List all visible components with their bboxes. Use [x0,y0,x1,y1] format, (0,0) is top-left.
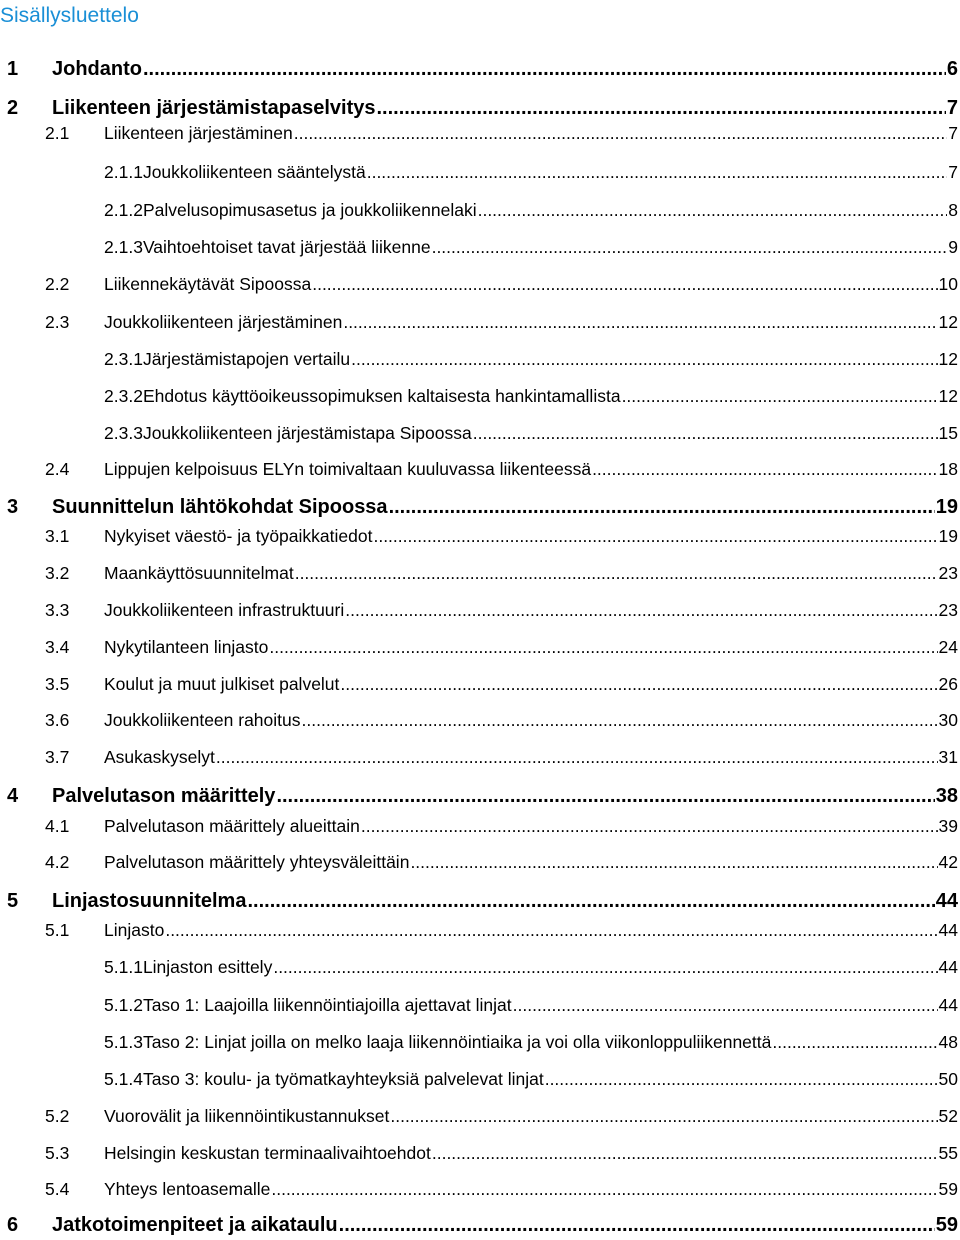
toc-entry[interactable] [45,1140,958,1166]
section-title: Jatkotoimenpiteet ja aikataulu [52,1214,338,1236]
page-number: 44 [938,920,958,940]
dot-leader [389,492,935,522]
section-title: Yhteys lentoasemalle [104,1179,271,1199]
section-number: 3.1 [45,526,70,546]
section-title: Vuorovälit ja liikennöintikustannukset [104,1106,390,1126]
toc-entry[interactable] [45,560,958,586]
dot-leader [340,671,937,697]
page-number: 55 [938,1143,958,1163]
dot-leader [432,1140,938,1166]
section-number: 5.3 [45,1143,70,1163]
section-number: 2.3.3 [104,423,143,443]
toc-entry[interactable] [45,309,958,335]
dot-leader [276,781,934,811]
dot-leader [377,93,946,123]
section-title: Lippujen kelpoisuus ELYn toimivaltaan kuuluvassa liikenteessä [104,459,592,479]
dot-leader [361,813,938,839]
dot-leader [592,456,937,482]
section-number: 5.4 [45,1179,70,1199]
dot-leader [351,346,937,372]
section-title: Joukkoliikenteen infrastruktuuri [104,600,345,620]
section-title: Nykyiset väestö- ja työpaikkatiedot [104,526,373,546]
section-number: 5.1.4 [104,1069,143,1089]
page-number: 6 [946,58,958,80]
page-number: 18 [938,459,958,479]
toc-entry[interactable] [45,1176,958,1202]
section-number: 5.1.1 [104,957,143,977]
page-number: 48 [938,1032,958,1052]
section-title: Suunnittelun lähtökohdat Sipoossa [52,496,388,518]
toc-entry[interactable] [7,54,958,84]
dot-leader [294,120,948,146]
dot-leader [339,1210,935,1240]
section-number: 4 [7,785,19,807]
section-number: 6 [7,1214,19,1236]
page-number: 39 [938,816,958,836]
page-number: 52 [938,1106,958,1126]
section-number: 3.3 [45,600,70,620]
section-title: Liikenteen järjestämistapaselvitys [52,97,376,119]
section-title: Palvelutason määrittely alueittain [104,816,360,836]
dot-leader [247,886,934,916]
page-number: 7 [946,97,958,119]
toc-title: Sisällysluettelo [0,4,139,27]
section-number: 2.1.1 [104,162,143,182]
dot-leader [410,849,937,875]
section-title: Taso 3: koulu- ja työmatkayhteyksiä palvelevat linjat [142,1069,544,1089]
page-number: 42 [938,852,958,872]
toc-entry[interactable] [45,671,958,697]
toc-entry[interactable] [104,1029,958,1055]
toc-entry[interactable] [45,707,958,733]
dot-leader [367,159,948,185]
toc-entry[interactable] [104,234,958,260]
section-title: Asukaskyselyt [104,747,215,767]
section-title: Joukkoliikenteen sääntelystä [142,162,366,182]
dot-leader [772,1029,937,1055]
section-title: Joukkoliikenteen järjestäminen [104,312,343,332]
toc-entry[interactable] [104,159,958,185]
page-number: 9 [948,237,958,257]
section-title: Järjestämistapojen vertailu [142,349,351,369]
toc-entry[interactable] [45,523,958,549]
dot-leader [345,597,937,623]
section-title: Taso 2: Linjat joilla on melko laaja liikennöintiaika ja voi olla viikonloppuliikennettä [142,1032,772,1052]
page-number: 7 [948,123,958,143]
section-number: 3.2 [45,563,70,583]
page-number: 19 [938,526,958,546]
page-number: 30 [938,710,958,730]
dot-leader [302,707,938,733]
section-title: Ehdotus käyttöoikeussopimuksen kaltaisesta hankintamallista [142,386,621,406]
dot-leader [216,744,938,770]
toc-entry[interactable] [45,744,958,770]
section-number: 2.3.1 [104,349,143,369]
section-title: Joukkoliikenteen rahoitus [104,710,301,730]
toc-entry[interactable] [45,597,958,623]
page-number: 15 [938,423,958,443]
toc-entry[interactable] [104,420,958,446]
toc-entry[interactable] [45,634,958,660]
dot-leader [312,271,937,297]
dot-leader [143,54,946,84]
page-number: 44 [935,890,958,912]
section-number: 2.3.2 [104,386,143,406]
section-number: 5.1.3 [104,1032,143,1052]
section-title: Koulut ja muut julkiset palvelut [104,674,340,694]
section-number: 3.4 [45,637,70,657]
page-number: 59 [935,1214,958,1236]
page-number: 12 [938,312,958,332]
section-title: Linjasto [104,920,165,940]
section-title: Helsingin keskustan terminaalivaihtoehdot [104,1143,431,1163]
section-number: 5 [7,890,19,912]
page-number: 12 [938,349,958,369]
section-number: 3.5 [45,674,70,694]
section-title: Taso 1: Laajoilla liikennöintiajoilla ajettavat linjat [142,995,512,1015]
page-number: 7 [948,162,958,182]
dot-leader [273,954,937,980]
section-title: Maankäyttösuunnitelmat [104,563,294,583]
section-number: 2.1.2 [104,200,143,220]
toc-entry[interactable] [104,197,958,223]
page-number: 10 [938,274,958,294]
page-number: 26 [938,674,958,694]
dot-leader [513,992,938,1018]
section-title: Johdanto [52,58,142,80]
section-number: 3.7 [45,747,70,767]
page-number: 24 [938,637,958,657]
toc-entry[interactable] [7,492,958,522]
toc-entry[interactable] [104,346,958,372]
section-number: 3 [7,496,19,518]
section-number: 3.6 [45,710,70,730]
section-number: 5.2 [45,1106,70,1126]
section-number: 4.1 [45,816,70,836]
dot-leader [165,917,937,943]
page-number: 23 [938,563,958,583]
section-title: Joukkoliikenteen järjestämistapa Sipoossa [142,423,472,443]
toc-entry[interactable] [104,383,958,409]
page-number: 19 [935,496,958,518]
section-title: Linjastosuunnitelma [52,890,247,912]
section-title: Palvelusopimusasetus ja joukkoliikennelaki [142,200,477,220]
dot-leader [432,234,948,260]
toc-entry[interactable] [45,271,958,297]
page-number: 59 [938,1179,958,1199]
toc-entry[interactable] [45,1103,958,1129]
section-title: Nykytilanteen linjasto [104,637,269,657]
toc-entry[interactable] [45,813,958,839]
toc-entry[interactable] [45,120,958,146]
section-title: Liikennekäytävät Sipoossa [104,274,312,294]
page-number: 44 [938,995,958,1015]
toc-entry[interactable] [104,954,958,980]
dot-leader [390,1103,937,1129]
dot-leader [473,420,938,446]
section-title: Vaihtoehtoiset tavat järjestää liikenne [142,237,431,257]
toc-entry[interactable] [7,1210,958,1240]
toc-entry[interactable] [7,781,958,811]
section-title: Palvelutason määrittely yhteysväleittäin [104,852,410,872]
toc-entry[interactable] [7,886,958,916]
dot-leader [545,1066,938,1092]
dot-leader [271,1176,937,1202]
section-title: Liikenteen järjestäminen [104,123,293,143]
section-title: Linjaston esittely [142,957,273,977]
toc-entry[interactable] [45,456,958,482]
page-number: 44 [938,957,958,977]
page-number: 23 [938,600,958,620]
page-number: 8 [948,200,958,220]
section-number: 2 [7,97,19,119]
dot-leader [295,560,938,586]
section-title: Palvelutason määrittely [52,785,276,807]
dot-leader [373,523,937,549]
section-number: 2.4 [45,459,70,479]
section-number: 5.1.2 [104,995,143,1015]
toc-entry[interactable] [7,93,958,123]
section-number: 2.2 [45,274,70,294]
dot-leader [343,309,937,335]
toc-entry[interactable] [45,917,958,943]
section-number: 4.2 [45,852,70,872]
section-number: 2.1.3 [104,237,143,257]
toc-entry[interactable] [104,1066,958,1092]
toc-entry[interactable] [104,992,958,1018]
dot-leader [622,383,938,409]
page-number: 31 [938,747,958,767]
section-number: 2.1 [45,123,70,143]
dot-leader [269,634,937,660]
section-number: 2.3 [45,312,70,332]
dot-leader [478,197,948,223]
page-number: 50 [938,1069,958,1089]
section-number: 5.1 [45,920,70,940]
page-number: 12 [938,386,958,406]
section-number: 1 [7,58,19,80]
page-number: 38 [935,785,958,807]
toc-entry[interactable] [45,849,958,875]
